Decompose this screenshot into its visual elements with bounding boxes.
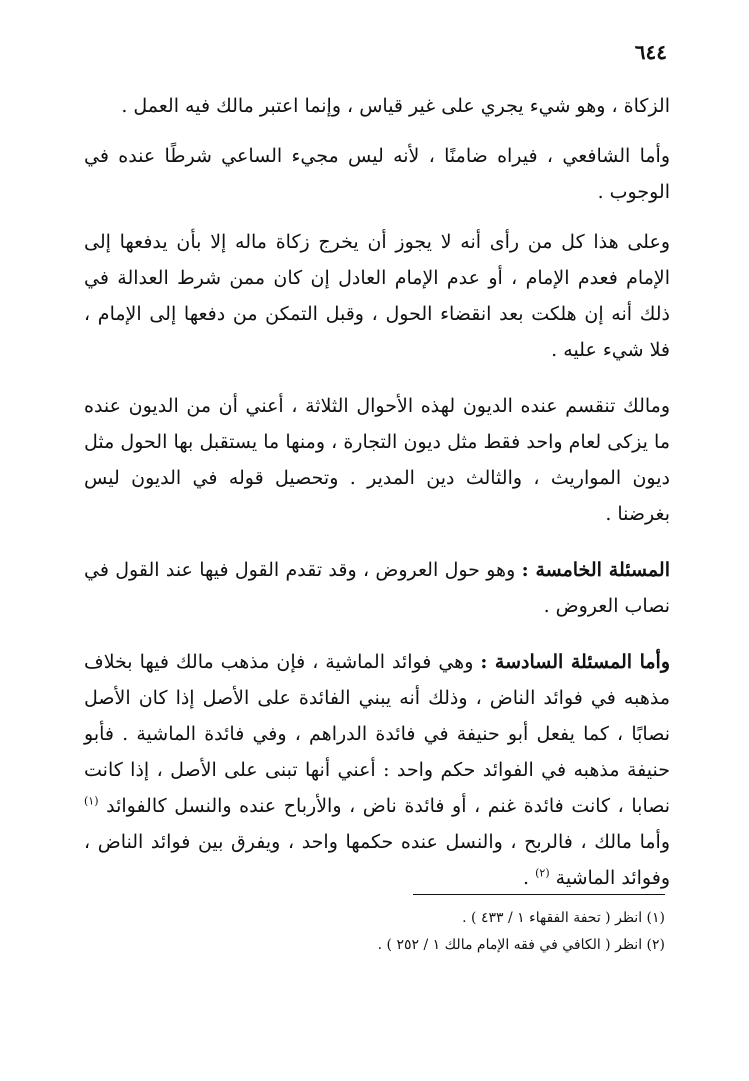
text-line: حنيفة مذهبه في الفوائد حكم واحد : أعني أنها تبنى على الأصل ، إذا كانت [84,759,670,781]
footnotes [79,905,665,959]
text-line: وهو حول العروض ، وقد تقدم القول فيها عند القول [115,559,516,581]
section-heading: المسئلة الخامسة : [521,559,670,581]
footnote-ref-1[interactable]: (١) [84,794,99,808]
section-heading: وأما المسئلة السادسة : [480,651,670,673]
footnote-ref-2[interactable]: (٢) [535,866,550,880]
footnote-1: (١) انظر ( تحفة الفقهاء ١ / ٤٣٣ ) . [462,910,665,926]
text-line: الزكاة ، وهو شيء يجري على غير قياس ، وإنما اعتبر مالك فيه العمل . [121,95,670,117]
text-line: وأما الشافعي ، فيراه ضامنًا ، لأنه ليس مجيء الساعي شرطًا عنده في [84,145,670,167]
footnote-2: (٢) انظر ( الكافي في فقه الإمام مالك ١ / ٢٥٢ ) . [377,937,665,953]
text-line: شيء عليه . [551,339,644,361]
text-line: الإمام فعدم الإمام ، أو عدم الإمام العادل إن كان ممن شرط العدالة في ذلك [84,267,671,325]
text-line: وأما مالك ، فالربح ، والنسل عنده حكمها واحد ، ويفرق بين فوائد الناض ، [84,831,670,853]
text-line: عنده ما يزكى لعام واحد فقط مثل ديون التجارة ، ومنها ما يستقبل بها [84,395,671,453]
text-line: وفوائد الماشية [555,867,670,889]
footnote-separator [413,894,665,895]
paragraph-imam [84,224,670,368]
text-line: الوجوب . [597,181,670,203]
paragraph-fifth-issue [84,552,670,624]
text-line: نصابا ، كانت فائدة غنم ، أو فائدة ناض ، والأرباح عنده والنسل كالفوائد [106,795,670,817]
paragraph-debts [84,388,670,532]
text-line: الأصل نصابًا ، كما يفعل أبو حنيفة في فائدة الدراهم ، وفي فائدة الماشية . فأبو [84,687,670,745]
text-line: الحول مثل ديون المواريث ، والثالث دين المدير . وتحصيل قوله في الديون [84,431,670,489]
text-line: ومالك تنقسم عنده الديون لهذه الأحوال الثلاثة ، أعني أن من الديون [128,395,670,417]
text-line: بخلاف مذهبه في فوائد الناض ، وذلك أنه يبني الفائدة على الأصل إذا كان [84,651,670,709]
final-period: . [523,867,530,889]
paragraph-zakat [84,88,670,124]
text-line: في نصاب العروض . [84,559,670,617]
text-line: أنه إن هلكت بعد انقضاء الحول ، وقبل التمكن من دفعها إلى الإمام ، فلا [84,303,670,361]
paragraph-shafii [84,138,670,210]
text-line: وعلى هذا كل من رأى أنه لا يجوز أن يخرج زكاة ماله إلا بأن يدفعها إلى [84,231,670,253]
main-text [84,88,670,910]
text-line: وهي فوائد الماشية ، فإن مذهب مالك فيها [139,651,474,673]
page-number: ٦٤٤ [634,40,667,64]
paragraph-sixth-issue [84,644,670,896]
text-line: ليس بغرضنا . [84,467,670,525]
